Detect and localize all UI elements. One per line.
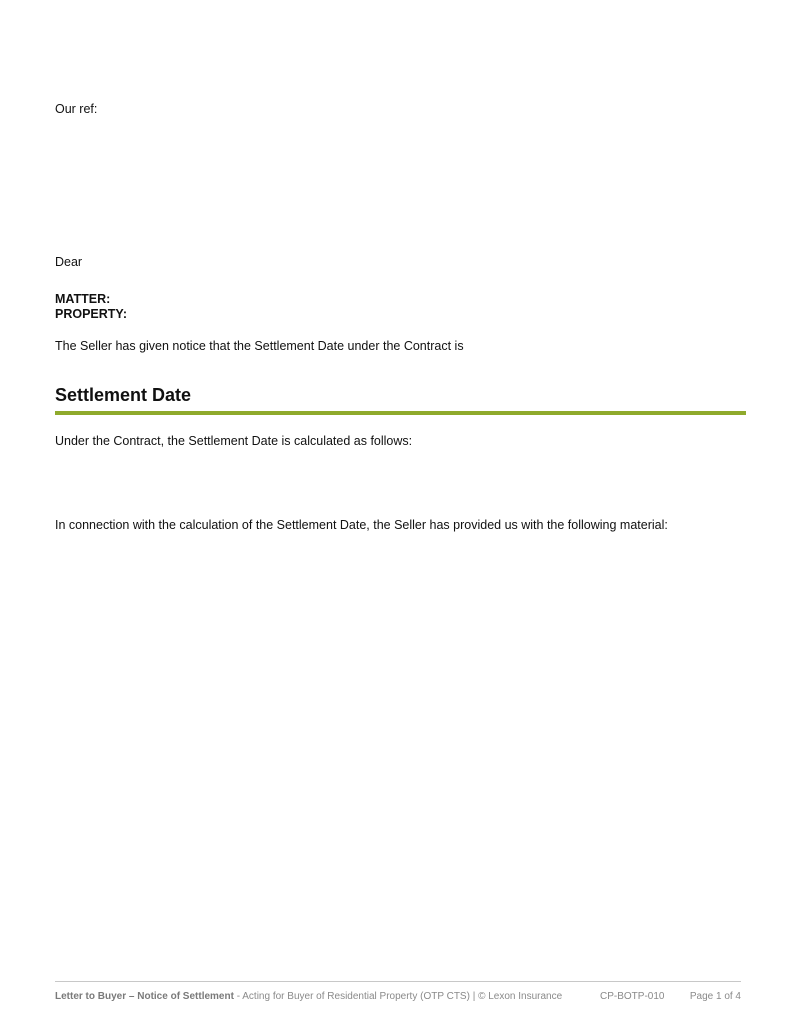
footer-page-number: Page 1 of 4 bbox=[689, 991, 741, 1002]
footer-title: Letter to Buyer – Notice of Settlement bbox=[55, 991, 234, 1002]
property-label: PROPERTY: bbox=[55, 307, 127, 321]
matter-label: MATTER: bbox=[55, 292, 111, 306]
salutation: Dear bbox=[55, 255, 83, 269]
heading-divider bbox=[55, 411, 746, 415]
calculation-sentence: Under the Contract, the Settlement Date is calculated as follows: bbox=[55, 434, 413, 448]
notice-sentence: The Seller has given notice that the Settlement Date under the Contract is bbox=[55, 339, 464, 353]
section-heading: Settlement Date bbox=[55, 385, 192, 405]
our-ref-label: Our ref: bbox=[55, 102, 98, 116]
footer-subtitle: - Acting for Buyer of Residential Property (OTP CTS) | © Lexon Insurance bbox=[233, 991, 563, 1002]
footer-divider bbox=[55, 981, 741, 982]
footer-code: CP-BOTP-010 bbox=[600, 991, 665, 1002]
footer-document-title bbox=[55, 990, 562, 1003]
material-sentence: In connection with the calculation of the Settlement Date, the Seller has provided us with the following material: bbox=[55, 518, 668, 532]
